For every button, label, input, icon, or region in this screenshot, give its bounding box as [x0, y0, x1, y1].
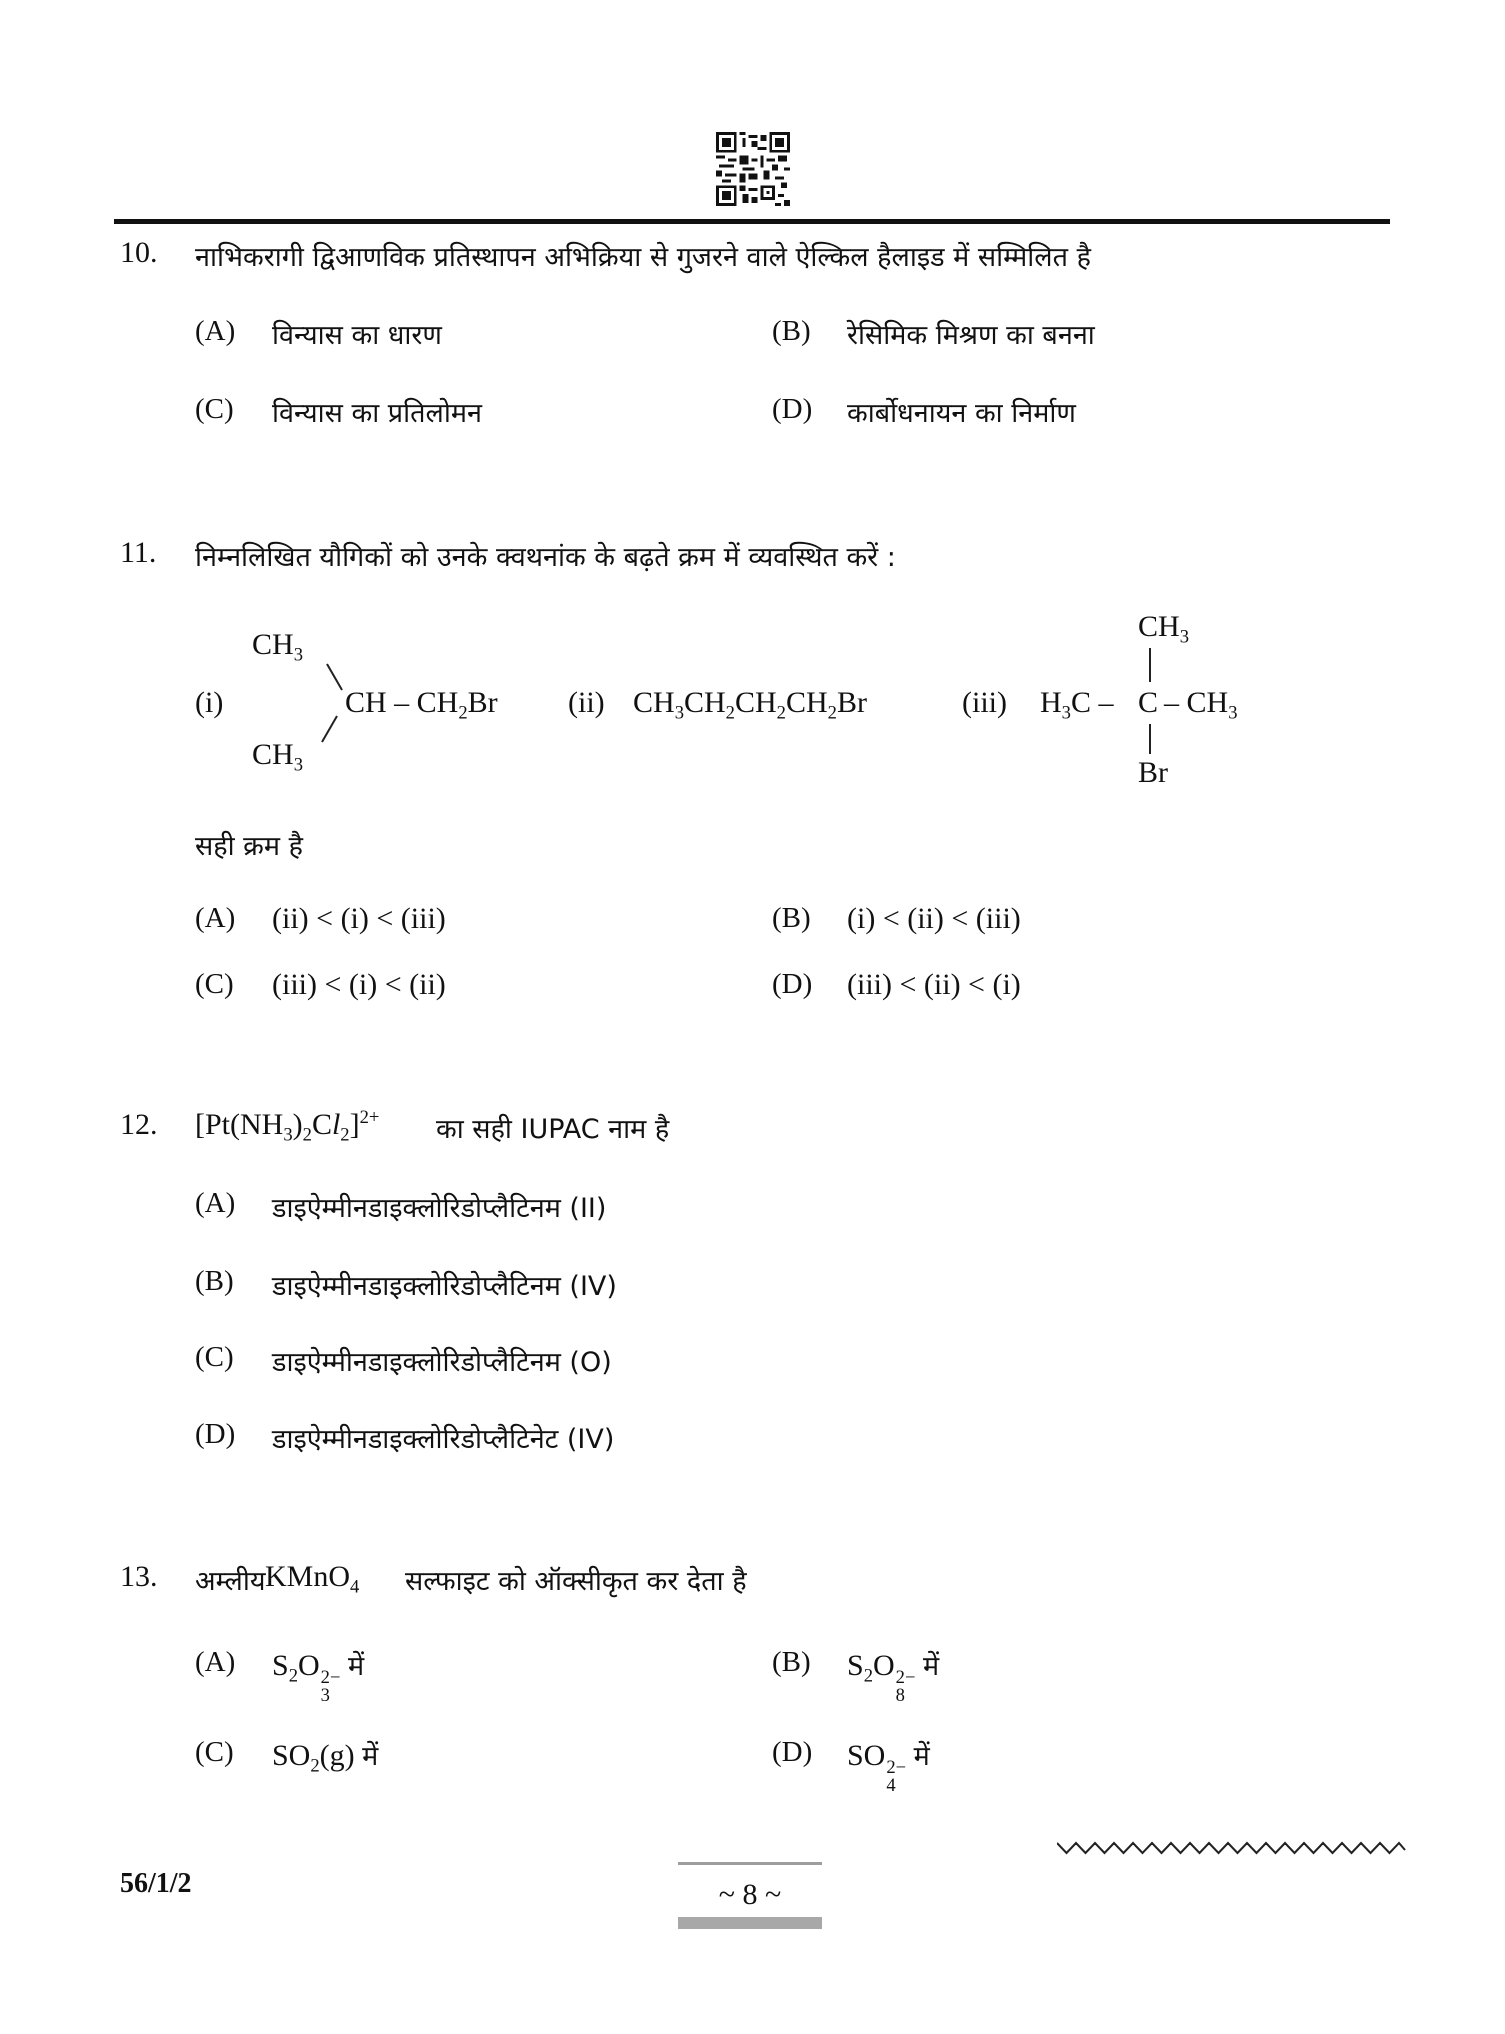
option-label: (C): [195, 1736, 234, 1768]
compound-label: (iii): [962, 686, 1007, 719]
question-text: का सही IUPAC नाम है: [436, 1114, 670, 1145]
option-d[interactable]: कार्बोधनायन का निर्माण: [847, 398, 1076, 429]
option-b[interactable]: $S_2O$ 2− 8 में: [847, 1649, 940, 1707]
methyl-top: $CH_3$: [1138, 610, 1189, 648]
option-d[interactable]: डाइऐम्मीनडाइक्लोरिडोप्लैटिनेट (IV): [272, 1424, 615, 1455]
bond-line: [326, 664, 343, 691]
bond-line: [1149, 724, 1151, 754]
reagent-formula: KMnO$_4$: [265, 1560, 360, 1598]
option-label: (D): [772, 1736, 813, 1768]
option-c[interactable]: डाइऐम्मीनडाइक्लोरिडोप्लैटिनम (O): [272, 1347, 612, 1378]
option-b[interactable]: डाइऐम्मीनडाइक्लोरिडोप्लैटिनम (IV): [272, 1271, 617, 1302]
methyl-top: $CH_3$: [252, 628, 303, 666]
compound-main: CH – $CH_2Br$: [345, 686, 498, 724]
question-number: 12.: [120, 1108, 158, 1141]
prompt-text: सही क्रम है: [195, 831, 303, 862]
paper-code: 56/1/2: [120, 1868, 192, 1899]
option-label: (B): [772, 902, 811, 934]
option-a[interactable]: विन्यास का धारण: [272, 320, 442, 351]
bromo-bottom: Br: [1138, 756, 1168, 789]
option-b[interactable]: (i) < (ii) < (iii): [847, 902, 1021, 935]
compound-label: (i): [195, 686, 224, 719]
question-text-before: अम्लीय: [195, 1566, 266, 1597]
option-label: (A): [195, 315, 236, 347]
option-label: (B): [772, 1646, 811, 1678]
complex-formula: $[Pt(NH_3)_2Cl_2]^{2+}$: [195, 1106, 380, 1146]
option-label: (C): [195, 1341, 234, 1373]
option-label: (D): [195, 1418, 236, 1450]
zigzag-divider-icon: [1057, 1840, 1407, 1856]
option-label: (D): [772, 393, 813, 425]
option-suffix: में: [347, 1651, 365, 1682]
option-label: (A): [195, 902, 236, 934]
option-label: (B): [772, 315, 811, 347]
option-c[interactable]: विन्यास का प्रतिलोमन: [272, 398, 482, 429]
compound-left: $H_3C$ –: [1040, 686, 1114, 724]
header-rule: [114, 219, 1390, 224]
compound-formula: $CH_3CH_2CH_2CH_2Br$: [633, 686, 867, 724]
compound-center: C: [1138, 686, 1159, 719]
option-suffix: में: [922, 1651, 940, 1682]
option-d[interactable]: SO 2− 4 में: [847, 1739, 930, 1797]
option-label: (C): [195, 393, 234, 425]
page-number: ~ 8 ~: [718, 1878, 782, 1911]
option-c[interactable]: (iii) < (i) < (ii): [272, 968, 446, 1001]
bond-line: [321, 716, 338, 743]
question-number: 11.: [120, 536, 157, 569]
question-text: निम्नलिखित यौगिकों को उनके क्वथनांक के बढ़ते क्रम में व्यवस्थित करें :: [195, 542, 896, 573]
page-box-top-bar: [678, 1862, 822, 1865]
option-suffix: में: [913, 1741, 930, 1772]
option-c[interactable]: $SO_2(g)$ में: [272, 1739, 379, 1777]
option-d[interactable]: (iii) < (ii) < (i): [847, 968, 1021, 1001]
option-a[interactable]: $S_2O$ 2− 3 में: [272, 1649, 365, 1707]
page-box-bottom-bar: [678, 1917, 822, 1929]
option-label: (C): [195, 968, 234, 1000]
compound-label: (ii): [568, 686, 605, 719]
option-a[interactable]: (ii) < (i) < (iii): [272, 902, 446, 935]
option-suffix: में: [362, 1741, 379, 1772]
question-text: नाभिकरागी द्विआणविक प्रतिस्थापन अभिक्रिया से गुजरने वाले ऐल्किल हैलाइड में सम्मिलित है: [195, 242, 1091, 273]
compound-right: – $CH_3$: [1164, 686, 1238, 724]
option-label: (A): [195, 1646, 236, 1678]
question-number: 13.: [120, 1560, 158, 1593]
option-label: (B): [195, 1265, 234, 1297]
option-label: (A): [195, 1187, 236, 1219]
option-a[interactable]: डाइऐम्मीनडाइक्लोरिडोप्लैटिनम (II): [272, 1193, 607, 1224]
question-number: 10.: [120, 236, 158, 269]
page-number-box: [678, 1862, 822, 1929]
option-label: (D): [772, 968, 813, 1000]
question-text-after: सल्फाइट को ऑक्सीकृत कर देता है: [405, 1566, 747, 1597]
qr-code-icon: [716, 132, 790, 206]
bond-line: [1149, 648, 1151, 682]
methyl-bottom: $CH_3$: [252, 738, 303, 776]
option-b[interactable]: रेसिमिक मिश्रण का बनना: [847, 320, 1095, 351]
